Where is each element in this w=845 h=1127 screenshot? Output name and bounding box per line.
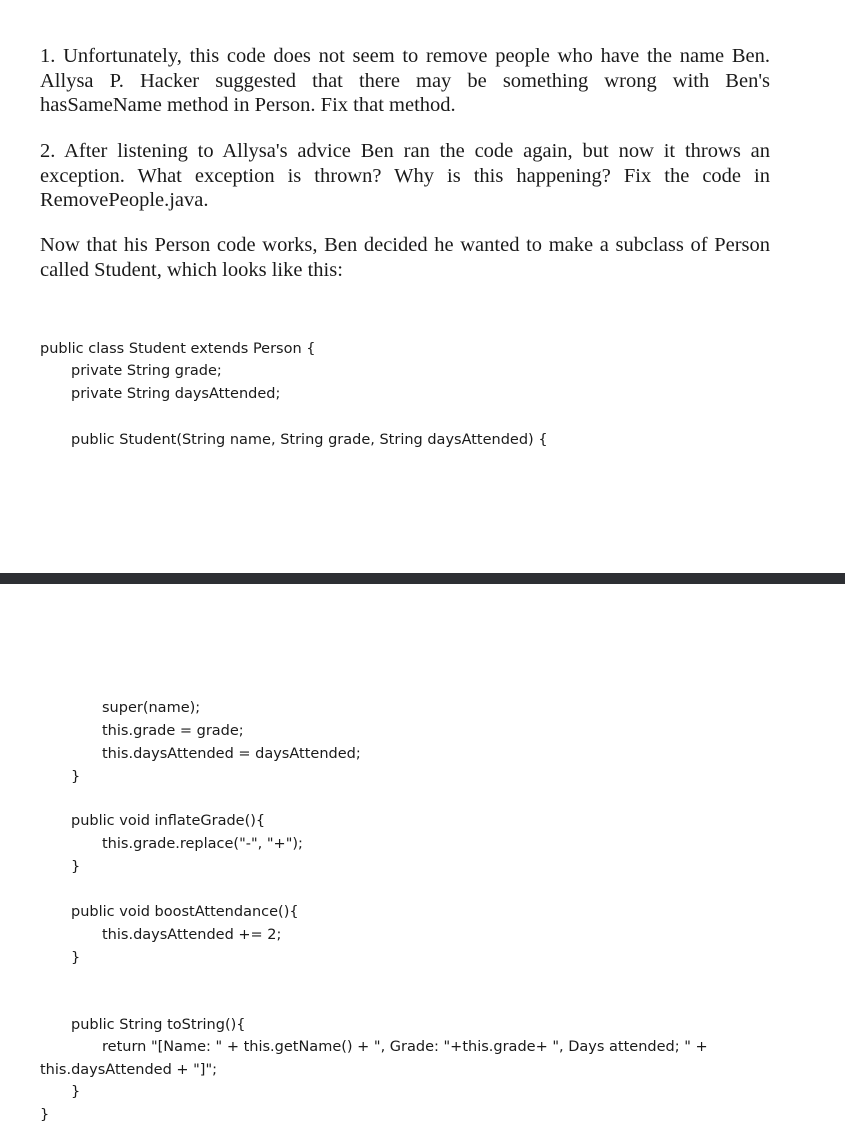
code-super-call: super(name);	[102, 700, 201, 716]
question-2: 2. After listening to Allysa's advice Ben ran the code again, but now it throws an exception. What exception is thrown? Why is this happening? Fix the code in RemovePeople.java.	[40, 140, 770, 211]
code-to-string-close: }	[71, 1084, 81, 1100]
code-to-string-return-cont: this.daysAttended + "]";	[40, 1062, 218, 1078]
code-to-string-return: return "[Name: " + this.getName() + ", Grade: "+this.grade+ ", Days attended; " +	[102, 1039, 708, 1055]
code-field-days-attended: private String daysAttended;	[71, 386, 281, 402]
code-constructor-signature: public Student(String name, String grade, String daysAttended) {	[71, 432, 548, 448]
code-boost-attendance-body: this.daysAttended += 2;	[102, 927, 282, 943]
code-assign-days-attended: this.daysAttended = daysAttended;	[102, 746, 361, 762]
code-inflate-grade-signature: public void inflateGrade(){	[71, 813, 266, 829]
code-field-grade: private String grade;	[71, 363, 222, 379]
code-class-declaration: public class Student extends Person {	[40, 341, 316, 357]
code-inflate-grade-body: this.grade.replace("-", "+");	[102, 836, 303, 852]
code-boost-attendance-signature: public void boostAttendance(){	[71, 904, 299, 920]
code-assign-grade: this.grade = grade;	[102, 723, 244, 739]
code-boost-attendance-close: }	[71, 950, 81, 966]
question-1: 1. Unfortunately, this code does not seem to remove people who have the name Ben. Allysa P. Hacker suggested that there may be something wrong with Ben's hasSameName method in Person. Fix that method.	[40, 45, 770, 116]
code-class-close: }	[40, 1107, 50, 1123]
page-bottom	[0, 584, 845, 1124]
code-constructor-close: }	[71, 769, 81, 785]
page-separator	[0, 573, 845, 584]
code-inflate-grade-close: }	[71, 859, 81, 875]
intro-paragraph: Now that his Person code works, Ben decided he wanted to make a subclass of Person called Student, which looks like this:	[40, 234, 770, 281]
code-to-string-signature: public String toString(){	[71, 1017, 246, 1033]
